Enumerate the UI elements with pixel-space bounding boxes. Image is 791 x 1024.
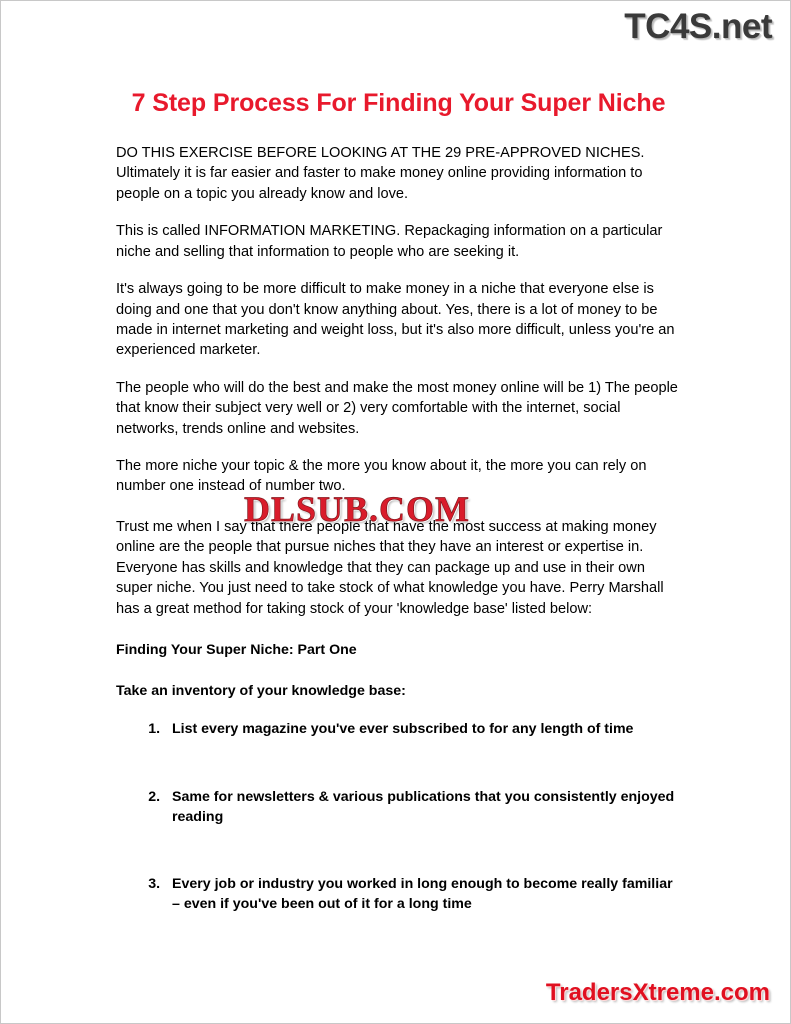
section-heading: Finding Your Super Niche: Part One xyxy=(116,642,357,659)
site-brand-bottom: TradersXtreme.com xyxy=(545,979,770,1006)
list-item: 1. List every magazine you've ever subscribed to for any length of time xyxy=(164,720,681,740)
inventory-list xyxy=(116,720,681,915)
document-body xyxy=(116,87,681,915)
site-brand-top: TC4S.net xyxy=(624,7,772,46)
paragraph-3: It's always going to be more difficult to make money in a niche that everyone else is doing and one that you don't know anything about. Yes, there is a lot of money to be made in internet marketing and weight loss, but it's also more difficult, unless you're an experienced marketer. xyxy=(116,281,675,359)
list-item: 3. Every job or industry you worked in long enough to become really familiar – even if you've been out of it for a long time xyxy=(164,875,681,915)
paragraph-2: This is called INFORMATION MARKETING. Repackaging information on a particular niche and selling that information to people who are seeking it. xyxy=(116,223,663,260)
paragraph-4: The people who will do the best and make the most money online will be 1) The people that know their subject very well or 2) very comfortable with the internet, social networks, trends online and websites. xyxy=(116,379,678,437)
list-heading: Take an inventory of your knowledge base: xyxy=(116,682,406,699)
page-title: 7 Step Process For Finding Your Super Niche xyxy=(131,89,666,117)
paragraph-5: The more niche your topic & the more you know about it, the more you can rely on number one instead of number two. xyxy=(116,458,647,495)
paragraph-1: DO THIS EXERCISE BEFORE LOOKING AT THE 29 PRE-APPROVED NICHES. Ultimately it is far easier and faster to make money online providing information to people on a topic you already know and love. xyxy=(116,145,645,202)
list-item: 2. Same for newsletters & various publications that you consistently enjoyed reading xyxy=(164,788,681,828)
watermark: DLSUB.COM xyxy=(244,489,471,529)
paragraph-6: Trust me when I say that there people that have the most success at making money online are the people that pursue niches that they have an interest or expertise in. Everyone has skills and knowledge that they can package up and use in their own super niche. You just need to take stock of what knowledge you have. Perry Marshall has a great method for taking stock of your 'knowledge base' listed below: xyxy=(116,518,664,617)
